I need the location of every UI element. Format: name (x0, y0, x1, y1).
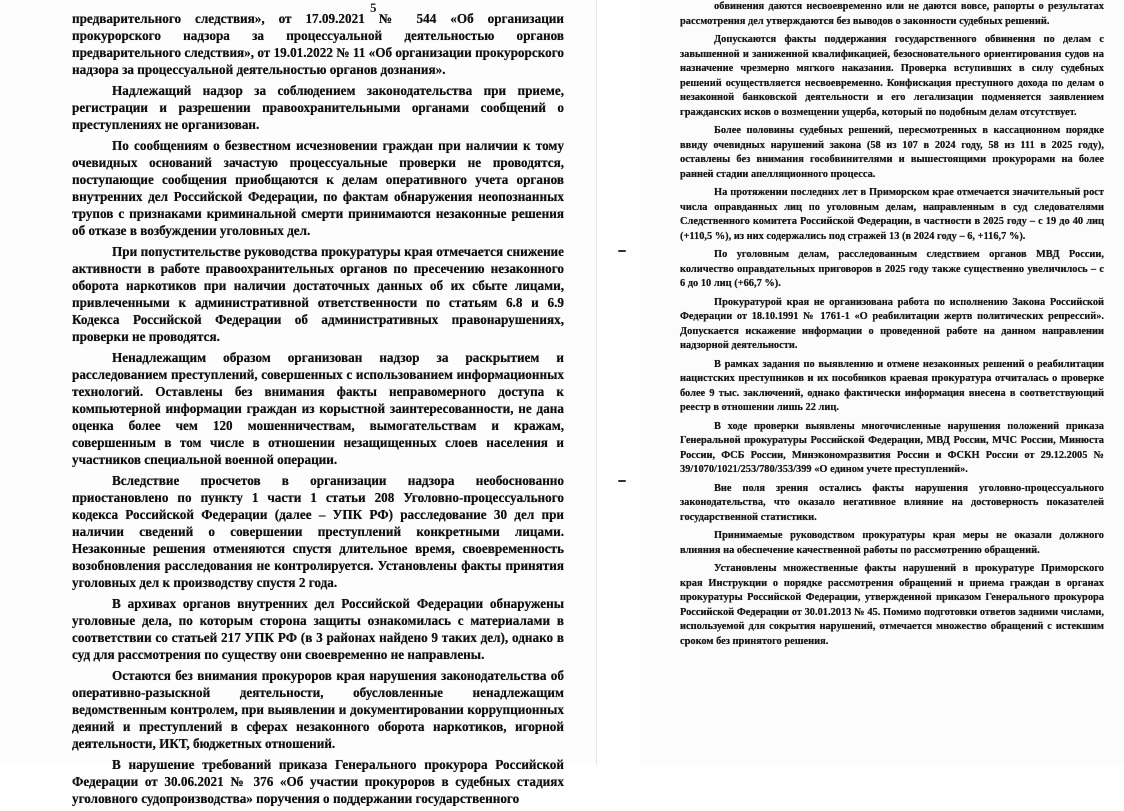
paragraph: Надлежащий надзор за соблюдением законодательства при приеме, регистрации и разрешении правоохранительными органами сообщений о преступлениях не организован. (72, 83, 564, 132)
right-page (640, 0, 1124, 765)
paragraph: обвинения даются несвоевременно или не даются вовсе, рапорты о результатах рассмотрения дел утверждаются без выводов о законности судебных решений. (680, 1, 1104, 27)
paragraph: Остаются без внимания прокуроров края нарушения законодательства об оперативно-разыскной деятельности, обусловленные ненадлежащим ведомственным контролем, при выявлении и документировании коррупционных деяний и преступлений в сферах незаконного оборота наркотиков, игорной деятельности, ИКТ, бюджетных отношений. (72, 668, 564, 751)
paragraph: По уголовным делам, расследованным следствием органов МВД России, количество оправдательных приговоров в 2025 году также существенно увеличилось – с 6 до 10 лиц (+66,7 %). (680, 249, 1104, 289)
right-page-text (680, 0, 1104, 653)
paragraph: предварительного следствия», от 17.09.2021 № 544 «Об организации прокурорского надзора за процессуальной деятельностью органов предварительного следствия», от 19.01.2022 № 11 «Об организации прокурорского надзора за процессуальной деятельностью органов дознания». (72, 11, 564, 77)
paragraph: На протяжении последних лет в Приморском крае отмечается значительный рост числа оправданных лиц по уголовным делам, направленным в суд следователями Следственного комитета Российской Федерации, в частности в 2025 году – с 19 до 40 лиц (+110,5 %), из них содержались под стражей 13 (в 2024 году – 6, +116,7 %). (680, 187, 1104, 242)
page-number: 5 (370, 0, 377, 15)
left-page-text (72, 10, 564, 811)
paragraph: В рамках задания по выявлению и отмене незаконных решений о реабилитации нацистских преступников и их пособников краевая прокуратура отчиталась о проверке более 9 тыс. заключений, однако фактически информация внесена в соответствующий реестр в отношении лишь 22 лиц. (680, 358, 1104, 413)
paragraph: При попустительстве руководства прокуратуры края отмечается снижение активности в работе правоохранительных органов по пресечению незаконного оборота наркотиков при наличии достаточных данных об их сбыте лицами, привлеченными к административной ответственности по статьям 6.8 и 6.9 Кодекса Российской Федерации об административных правонарушениях, проверки не проводятся. (72, 244, 564, 344)
paragraph: По сообщениям о безвестном исчезновении граждан при наличии к тому очевидных оснований зачастую процессуальные проверки не проводятся, поступающие сообщения приобщаются к делам оперативного учета органов внутренних дел Российской Федерации, по фактам обнаружения неопознанных трупов с признаками криминальной смерти принимаются незаконные решения об отказе в возбуждении уголовных дел. (72, 138, 564, 238)
paragraph: Более половины судебных решений, пересмотренных в кассационном порядке ввиду очевидных нарушений закона (58 из 107 в 2024 году, 58 из 111 в 2025 году), оставлены без внимания гособвинителями и вышестоящими прокурорами на более ранней стадии апелляционного процесса. (680, 125, 1104, 180)
paragraph: Вне поля зрения остались факты нарушения уголовно-процессуального законодательства, что оказало негативное влияние на достоверность показателей государственной статистики. (680, 482, 1104, 523)
paragraph: Допускаются факты поддержания государственного обвинения по делам с завышенной и заниженной квалификацией, безосновательного ориентирования судов на назначение чрезмерно мягкого наказания. Проверка вступивших в силу судебных решений осуществляется несвоевременно. Конфискация преступного дохода по делам о незаконной банковской деятельности и его легализации подменяется заявлением гражданских исков о возмещении ущерба, который по подобным делам отсутствует. (680, 34, 1104, 118)
paragraph: В ходе проверки выявлены многочисленные нарушения положений приказа Генеральной прокуратуры Российской Федерации, МВД России, МЧС России, Минюста России, ФСБ России, Минэкономразвития России и ФСКН России от 29.12.2005 № 39/1070/1021/253/780/353/399 «О едином учете преступлений». (680, 420, 1104, 475)
paragraph: Принимаемые руководством прокуратуры края меры не оказали должного влияния на обеспечение качественной работы по рассмотрению обращений. (680, 530, 1104, 556)
paragraph: Вследствие просчетов в организации надзора необоснованно приостановлено по пункту 1 части 1 статьи 208 Уголовно-процессуального кодекса Российской Федерации (далее – УПК РФ) расследование 30 дел при наличии сведений о совершении преступлений конкретными лицами. Незаконные решения отменяются спустя длительное время, своевременность возобновления расследования не контролируется. Установлены факты принятия уголовных дел к производству спустя 2 года. (72, 473, 564, 590)
paragraph: В архивах органов внутренних дел Российской Федерации обнаружены уголовные дела, по которым сторона защиты ознакомилась с материалами в соответствии со статьей 217 УПК РФ (в 3 районах найдено 9 таких дел), однако в суд для рассмотрения по существу они своевременно не направлены. (72, 596, 564, 662)
paragraph: Прокуратурой края не организована работа по исполнению Закона Российской Федерации от 18.10.1991 № 1761-1 «О реабилитации жертв политических репрессий». Допускается искажение информации о проведенной работе на данном направлении надзорной деятельности. (680, 296, 1104, 351)
paragraph: Установлены множественные факты нарушений в прокуратуре Приморского края Инструкции о порядке рассмотрения обращений и приема граждан в органах прокуратуры Российской Федерации, утвержденной приказом Генерального прокурора Российской Федерации от 30.01.2013 № 45. Помимо подготовки ответов задними числами, используемой для сокрытия нарушений, отмечается множество обращений с истекшим сроком без принятого решения. (680, 563, 1104, 647)
scan-mark (618, 250, 626, 252)
paragraph: Ненадлежащим образом организован надзор за раскрытием и расследованием преступлений, совершенных с использованием информационных технологий. Оставлены без внимания факты неправомерного доступа к компьютерной информации граждан из корыстной заинтересованности, не дана оценка более чем 120 мошенничествам, вымогательствам и кражам, совершенным в том числе в отношении незащищенных слоев населения и участников специальной военной операции. (72, 350, 564, 467)
paragraph: В нарушение требований приказа Генерального прокурора Российской Федерации от 30.06.2021 № 376 «Об участии прокуроров в судебных стадиях уголовного судопроизводства» поручения о поддержании государственного (72, 757, 564, 806)
scan-mark (618, 480, 626, 482)
